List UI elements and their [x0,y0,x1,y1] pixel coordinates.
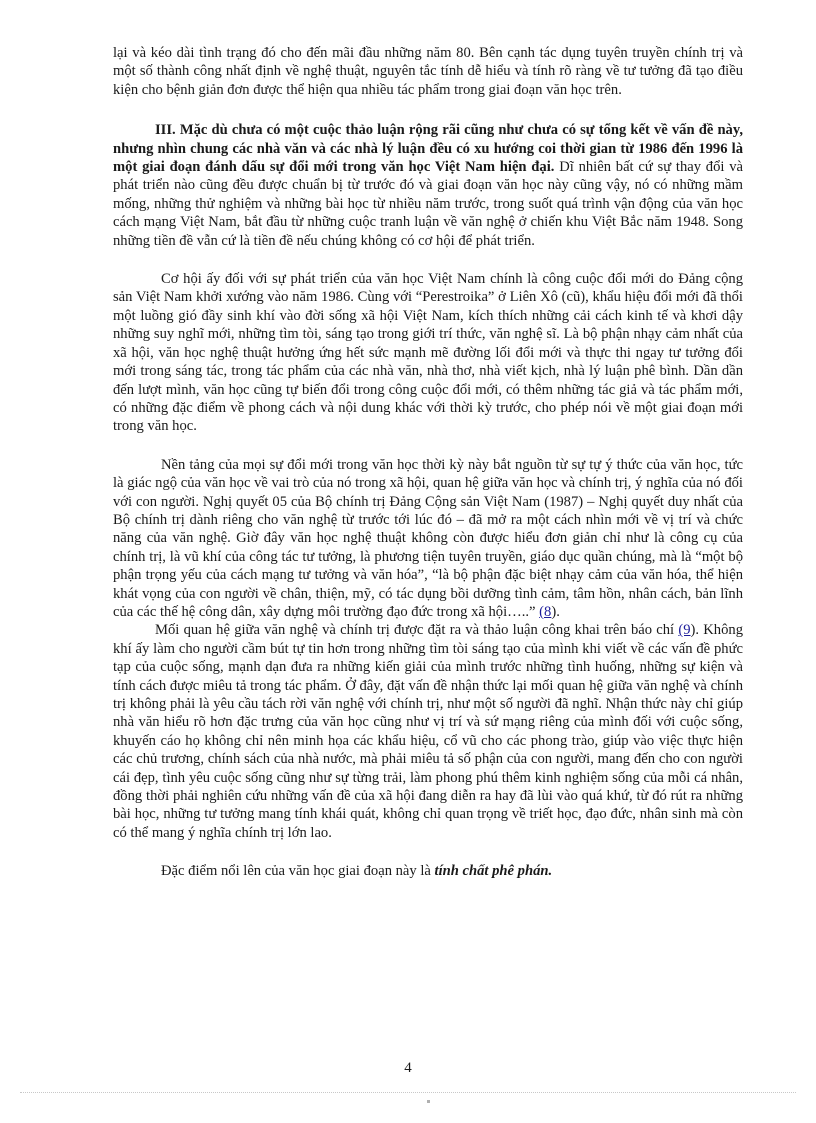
paragraph-critical [113,862,743,880]
paragraph-relationship [113,621,743,842]
paragraph-foundation [113,456,743,622]
page-number: 4 [404,1060,412,1076]
paragraph-section-iii [113,121,743,250]
page-marker [427,1100,430,1103]
section-iii-heading: III. Mặc dù chưa có một cuộc thảo luận rộng rãi cũng như chưa có sự tổng kết về vấn đề này, nhưng nhìn chung các nhà văn và các nhà lý luận đều có xu hướng coi thời gian từ 1986 đến 1996 là một giai đoạn đánh dấu sự đổi mới trong văn học Việt Nam hiện đại. [113,122,743,176]
relationship-text-a: Mối quan hệ giữa văn nghệ và chính trị được đặt ra và thảo luận công khai trên báo chí [155,622,679,639]
foundation-text: Nền tảng của mọi sự đổi mới trong văn học thời kỳ này bắt nguồn từ sự tự ý thức của văn học, tức là giác ngộ của văn học về vai trò của nó trong xã hội, quan hệ giữa văn học và chính trị, ý nghĩa của nó đối với con người. Nghị quyết 05 của Bộ chính trị Đảng Cộng sản Việt Nam (1987) – Nghị quyết duy nhất của Bộ chính trị dành riêng cho văn nghệ từ trước tới lúc đó – đã mở ra một cách nhìn mới về vị trí và chức năng của văn nghệ. Giờ đây văn học nghệ thuật không còn được hiểu đơn giản chỉ như là công cụ của chính trị, là vũ khí của công tác tư tưởng, là phương tiện tuyên truyền, giáo dục quần chúng, mà là “một bộ phận trọng yếu của cách mạng tư tưởng và văn hóa”, “là bộ phận đặc biệt nhạy cảm của văn hóa, thể hiện khát vọng của con người về chân, thiện, mỹ, có tác dụng bồi dưỡng tình cảm, tâm hồn, nhân cách, bản lĩnh của các thế hệ công dân, xây dựng môi trường đạo đức trong xã hội…..” [113,456,743,620]
relationship-text-b: ). Không khí ấy làm cho người cầm bút tự tin hơn trong những tìm tòi sáng tạo của mình khi viết về các vấn đề phức tạp của cuộc sống, mạnh dạn đưa ra những kiến giải của mình trước những tình huống, những sự kiện và tính cách được miêu tả trong tác phẩm. Ở đây, đặt vấn đề nhận thức lại mối quan hệ giữa văn nghệ và chính trị không phải là yêu cầu tách rời văn nghệ với chính trị, như một số người đã nghĩ. Nhận thức này chỉ giúp nhà văn hiểu rõ hơn đặc trưng của văn học cũng như vị trí và sứ mạng riêng của mình đối với cuộc sống, khuyến cáo họ không chỉ nên minh họa các khẩu hiệu, cổ vũ cho các phong trào, giúp vào việc thực hiện các chủ trương, chính sách của nhà nước, mà phải miêu tả số phận của con người, mang đến cho con người cái đẹp, tình yêu cuộc sống cũng như sự từng trải, làm phong phú thêm kinh nghiệm sống của mỗi cá nhân, đồng thời phải nghiên cứu những vấn đề của xã hội đang diễn ra hay đã lùi vào quá khứ, từ đó rút ra những bài học, những tư tưởng mang tính khái quát, không chỉ quan trọng về triết học, đạo đức, nhân sinh mà còn có thể mang ý nghĩa chính trị lớn lao. [113,622,743,841]
footnote-ref-8[interactable]: (8 [539,603,552,620]
foundation-end: ). [551,603,560,620]
section-iii-body: Dĩ nhiên bất cứ sự thay đổi và phát triển nào cũng đều được chuẩn bị từ trước đó và giai đoạn văn học này cũng vậy, nó có những mầm mống, những thử nghiệm và những bài học từ nhiều năm trước, trong suốt quá trình vận động của văn học cách mạng Việt Nam, bắt đầu từ những cuộc tranh luận về văn nghệ ở chiến khu Việt Bắc năm 1948. Song những tiền đề vẫn cứ là tiền đề nếu chúng không có cơ hội để phát triển. [113,159,743,249]
footer-rule [20,1092,796,1093]
critical-emphasis: tính chất phê phán. [434,863,553,880]
critical-text: Đặc điểm nổi lên của văn học giai đoạn này là [161,863,435,880]
paragraph-opportunity: Cơ hội ấy đối với sự phát triển của văn học Việt Nam chính là công cuộc đổi mới do Đảng cộng sản Việt Nam khởi xướng vào năm 1986. Cùng với “Perestroika” ở Liên Xô (cũ), khẩu hiệu đổi mới đã thổi một luồng gió đầy sinh khí vào đời sống xã hội Việt Nam, kích thích những cải cách kinh tế và khơi dậy những suy nghĩ mới, những tìm tòi, sáng tạo trong giới trí thức, văn nghệ sĩ. Là bộ phận nhạy cảm nhất của xã hội, văn học nghệ thuật hưởng ứng hết sức mạnh mẽ đường lối đổi mới và thực thi ngay tư tưởng đổi mới trong sáng tác, trong tác phẩm của các nhà văn, nhà thơ, nhà viết kịch, nhà lý luận phê bình. Dần dần đến lượt mình, văn học cũng tự biến đổi trong công cuộc đổi mới, có thêm những tác giả và tác phẩm mới, có những đặc điểm về phong cách và nội dung khác với thời kỳ trước, cho phép nói về một giai đoạn mới trong văn học. [113,271,743,435]
footnote-ref-9[interactable]: (9 [678,622,691,639]
document-page [113,44,743,881]
paragraph-continuation: lại và kéo dài tình trạng đó cho đến mãi đầu những năm 80. Bên cạnh tác dụng tuyên truyền chính trị và một số thành công nhất định về nghệ thuật, nguyên tắc tính dễ hiểu và tính rõ ràng về tư tưởng đã tạo điều kiện cho bệnh giản đơn được thể hiện qua nhiều tác phẩm trong giai đoạn văn học trên. [113,45,743,98]
